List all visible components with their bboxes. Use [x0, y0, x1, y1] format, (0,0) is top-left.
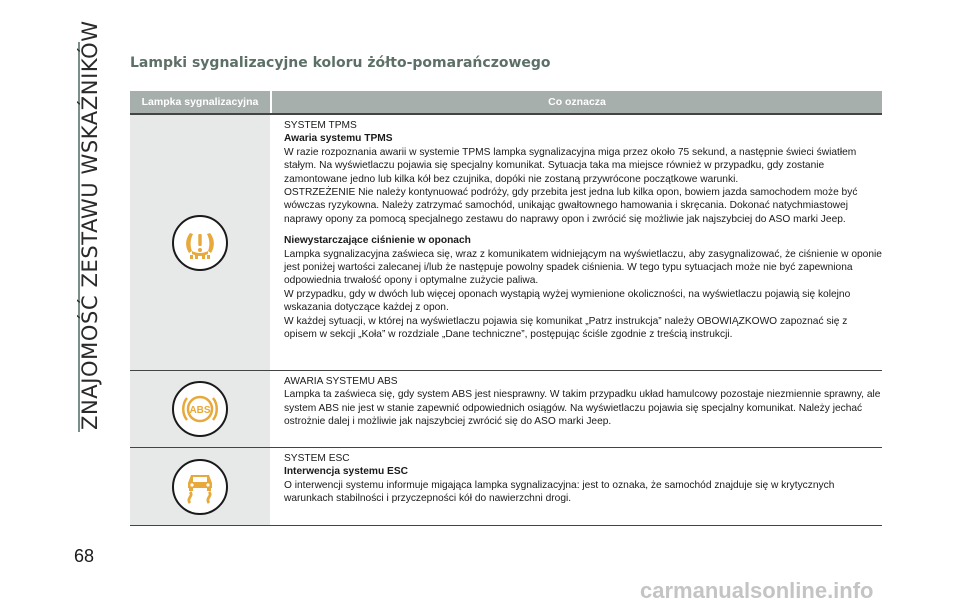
lamp-cell [130, 371, 270, 447]
row-line: Awaria systemu TPMS [284, 133, 393, 145]
esc-skid-car-icon [172, 459, 228, 515]
warning-lights-table [130, 91, 882, 526]
meaning-cell [270, 371, 882, 447]
row-line: Lampka ta zaświeca się, gdy system ABS jest niesprawny. W takim przypadku układ hamulcowy pozostaje niezmiennie sprawny, ale system ABS nie jest w stanie zapewnić odpowiednich osiągów. Na wyświetlaczu pojawia się specjalny komunikat. Należy jechać ostrożnie dalej i możliwie jak najszybciej zwrócić się do ASO marki Jeep. [284, 389, 881, 428]
spacer [284, 226, 882, 234]
header-meaning: Co oznacza [270, 91, 882, 113]
watermark: carmanualsonline.info [640, 578, 874, 603]
abs-icon-text: ABS [189, 405, 211, 416]
chapter-side-title: ZNAJOMOŚĆ ZESTAWU WSKAŹNIKÓW [78, 20, 102, 430]
table-bottom-border [130, 525, 882, 526]
row-line: SYSTEM ESC [284, 453, 350, 464]
table-row [130, 447, 882, 525]
abs-warning-icon [172, 381, 228, 437]
lamp-cell [130, 448, 270, 525]
section-title: Lampki sygnalizacyjne koloru żółto-pomarańczowego [130, 55, 551, 71]
meaning-cell [270, 115, 882, 370]
row-line: Lampka sygnalizacyjna zaświeca się, wraz z komunikatem widniejącym na wyświetlaczu, aby zasygnalizować, że ciśnienie w oponie jest poniżej wartości zalecanej i/lub że następuje powolny spadek ciśnienia. W tego typu sytuacjach może nie być zapewniona odpowiednia trwałość opony i optymalne zużycie paliwa. [284, 248, 882, 287]
header-lamp: Lampka sygnalizacyjna [141, 96, 259, 108]
row-line: AWARIA SYSTEMU ABS [284, 376, 398, 387]
row-line: W przypadku, gdy w dwóch lub więcej oponach wystąpią wyżej wymienione okoliczności, na wyświetlaczu pojawią się kolejno wskazania dotyczące każdej z opon. [284, 288, 851, 314]
page-number: 68 [74, 546, 95, 566]
row-line: Interwencja systemu ESC [284, 466, 408, 478]
row-line: W każdej sytuacji, w której na wyświetlaczu pojawia się komunikat „Patrz instrukcja” należy OBOWIĄZKOWO zapoznać się z opisem w sekcji „Koła” w rozdziale „Dane techniczne”, postępując ściśle zgodnie z treścią instrukcji. [284, 315, 848, 341]
row-line: Niewystarczające ciśnienie w oponach [284, 235, 471, 247]
lamp-cell [130, 115, 270, 370]
row-line: O interwencji systemu informuje migająca lampka sygnalizacyjna: jest to oznaka, że samochód znajduje się w krytycznych warunkach stabilności i przyczepności kół do nawierzchni drogi. [284, 479, 835, 505]
table-header [130, 91, 882, 113]
table-row [130, 370, 882, 447]
tpms-warning-icon [172, 215, 228, 271]
row-line: OSTRZEŻENIE Nie należy kontynuować podróży, gdy przebita jest jedna lub kilka opon, bowiem jazda samochodem może być wówczas ryzykowna. Należy zatrzymać samochód, unikając gwałtownego hamowania i skręcania. Dokonać natychmiastowej naprawy opony za pomocą specjalnego zestawu do naprawy opon i zwrócić się możliwie jak najszybciej do ASO marki Jeep. [284, 187, 858, 225]
meaning-cell [270, 448, 882, 525]
row-line: W razie rozpoznania awarii w systemie TPMS lampka sygnalizacyjna miga przez około 75 sekund, a następnie świeci światłem stałym. Na wyświetlaczu pojawia się specjalny komunikat. Sytuacja taka ma miejsce również w przypadku, gdy zostanie zamontowane jedno lub kilka kół bez czujnika, dopóki nie zostaną przywrócone początkowe warunki. [284, 146, 857, 185]
table-row [130, 113, 882, 370]
row-line: SYSTEM TPMS [284, 120, 357, 131]
